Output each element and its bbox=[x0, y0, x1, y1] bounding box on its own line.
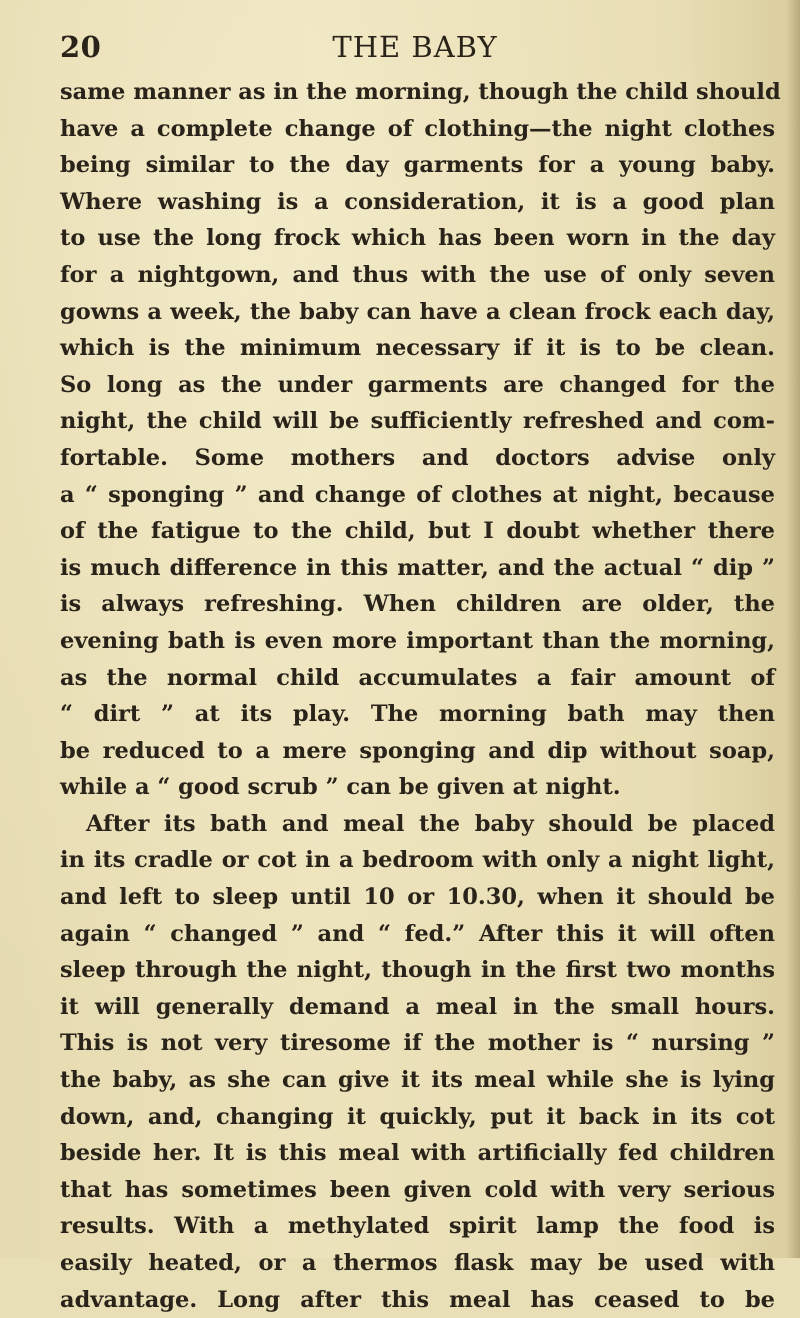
page-number: 20 bbox=[60, 30, 102, 64]
text-line: advantage. Long after this meal has ceased to be bbox=[60, 1286, 775, 1313]
text-line: results. With a methylated spirit lamp the food is bbox=[60, 1213, 775, 1240]
text-line: the baby, as she can give it its meal while she is lying bbox=[60, 1067, 775, 1094]
text-line: that has sometimes been given cold with very serious bbox=[60, 1176, 775, 1203]
text-line: have a complete change of clothing—the night clothes bbox=[60, 115, 775, 142]
text-line: for a nightgown, and thus with the use of only seven bbox=[60, 261, 775, 288]
text-line: beside her. It is this meal with artificially fed children bbox=[60, 1140, 775, 1167]
text-line: gowns a week, the baby can have a clean frock each day, bbox=[60, 298, 775, 325]
text-line: of the fatigue to the child, but I doubt whether there bbox=[60, 518, 775, 545]
text-line: a “ sponging ” and change of clothes at night, because bbox=[60, 481, 775, 508]
text-line: night, the child will be sufficiently refreshed and com- bbox=[60, 408, 775, 435]
body-text bbox=[60, 74, 781, 1318]
text-line: same manner as in the morning, though the child should bbox=[60, 79, 781, 105]
text-line: and left to sleep until 10 or 10.30, when it should be bbox=[60, 884, 775, 911]
page-edge-shadow bbox=[786, 0, 800, 1258]
text-line: as the normal child accumulates a fair amount of bbox=[60, 664, 775, 691]
text-line: fortable. Some mothers and doctors advise only bbox=[60, 444, 775, 471]
paragraph-first-line: After its bath and meal the baby should be placed bbox=[86, 810, 775, 837]
text-line: it will generally demand a meal in the small hours. bbox=[60, 993, 775, 1020]
text-line: This is not very tiresome if the mother is “ nursing ” bbox=[60, 1030, 775, 1057]
text-line: is always refreshing. When children are older, the bbox=[60, 591, 775, 618]
text-line: being similar to the day garments for a young baby. bbox=[60, 152, 775, 179]
text-line: Where washing is a consideration, it is a good plan bbox=[60, 188, 775, 215]
text-line: sleep through the night, though in the first two months bbox=[60, 957, 775, 984]
running-head: THE BABY bbox=[332, 30, 498, 64]
text-line: is much difference in this matter, and the actual “ dip ” bbox=[60, 554, 775, 581]
text-line: which is the minimum necessary if it is to be clean. bbox=[60, 335, 775, 362]
text-line: in its cradle or cot in a bedroom with only a night light, bbox=[60, 847, 775, 874]
text-line: down, and, changing it quickly, put it back in its cot bbox=[60, 1103, 775, 1130]
page-header bbox=[60, 30, 770, 70]
text-line: easily heated, or a thermos flask may be used with bbox=[60, 1250, 775, 1276]
text-line: be reduced to a mere sponging and dip without soap, bbox=[60, 737, 775, 764]
text-line: to use the long frock which has been worn in the day bbox=[60, 225, 775, 252]
text-line: “ dirt ” at its play. The morning bath may then bbox=[60, 701, 775, 728]
text-line: again “ changed ” and “ fed.” After this it will often bbox=[60, 920, 775, 947]
text-line: So long as the under garments are changed for the bbox=[60, 371, 775, 398]
text-line: evening bath is even more important than the morning, bbox=[60, 627, 775, 654]
text-line: while a “ good scrub ” can be given at night. bbox=[60, 774, 621, 801]
